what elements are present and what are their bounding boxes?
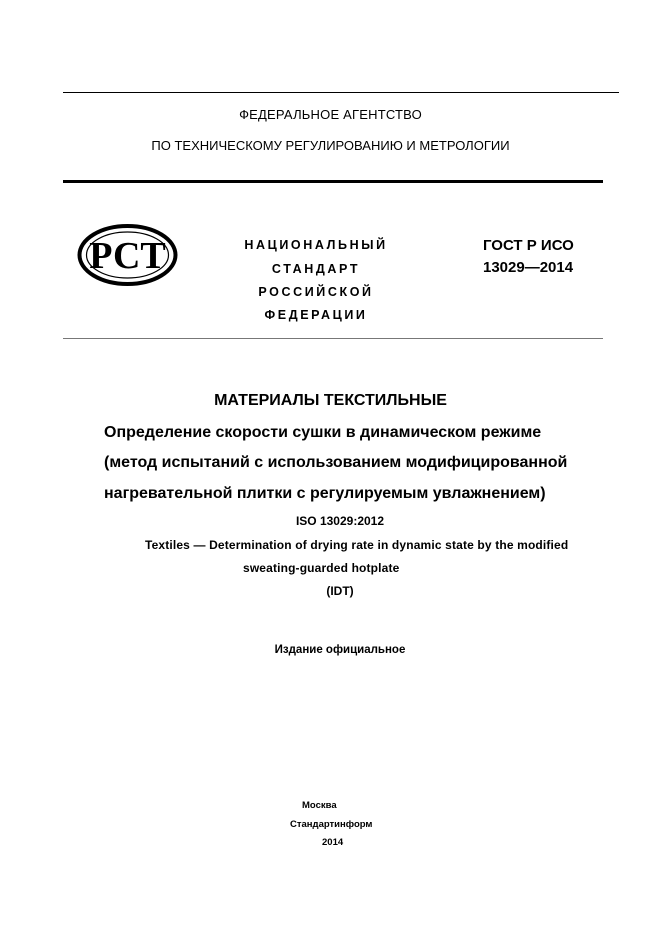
section-divider (63, 338, 603, 339)
iso-code: ISO 13029:2012 (295, 514, 385, 528)
imprint-year: 2014 (322, 837, 344, 848)
standard-designation-line-1: ГОСТ Р ИСО (483, 237, 574, 254)
national-standard-line-1: НАЦИОНАЛЬНЫЙ (244, 238, 388, 252)
subtitle-line-1: Определение скорости сушки в динамическом режиме (104, 424, 542, 441)
national-standard-line-4: ФЕДЕРАЦИИ (264, 308, 368, 322)
subtitle-line-2: (метод испытаний с использованием модифицированной (104, 454, 568, 471)
edition-label: Издание официальное (274, 644, 406, 656)
equivalence-mark: (IDT) (326, 584, 354, 598)
imprint-publisher: Стандартинформ (290, 819, 373, 830)
document-title: МАТЕРИАЛЫ ТЕКСТИЛЬНЫЕ (214, 392, 447, 409)
logo-lettering: РСТ (89, 235, 166, 277)
agency-name-line-2: ПО ТЕХНИЧЕСКОМУ РЕГУЛИРОВАНИЮ И МЕТРОЛОГИИ (151, 138, 510, 153)
national-standard-line-2: СТАНДАРТ (271, 262, 361, 276)
agency-name-line-1: ФЕДЕРАЛЬНОЕ АГЕНТСТВО (239, 107, 422, 122)
subtitle-line-3: нагревательной плитки с регулируемым увлажнением) (104, 485, 546, 502)
imprint-city: Москва (302, 800, 337, 811)
rst-certification-mark-icon (77, 223, 178, 287)
header-divider (63, 180, 603, 183)
national-standard-line-3: РОССИЙСКОЙ (258, 285, 374, 299)
top-rule (63, 92, 619, 93)
standard-designation-line-2: 13029—2014 (483, 259, 574, 276)
english-title-line-2: sweating-guarded hotplate (243, 561, 400, 575)
english-title-line-1: Textiles — Determination of drying rate in dynamic state by the modified (145, 538, 569, 552)
